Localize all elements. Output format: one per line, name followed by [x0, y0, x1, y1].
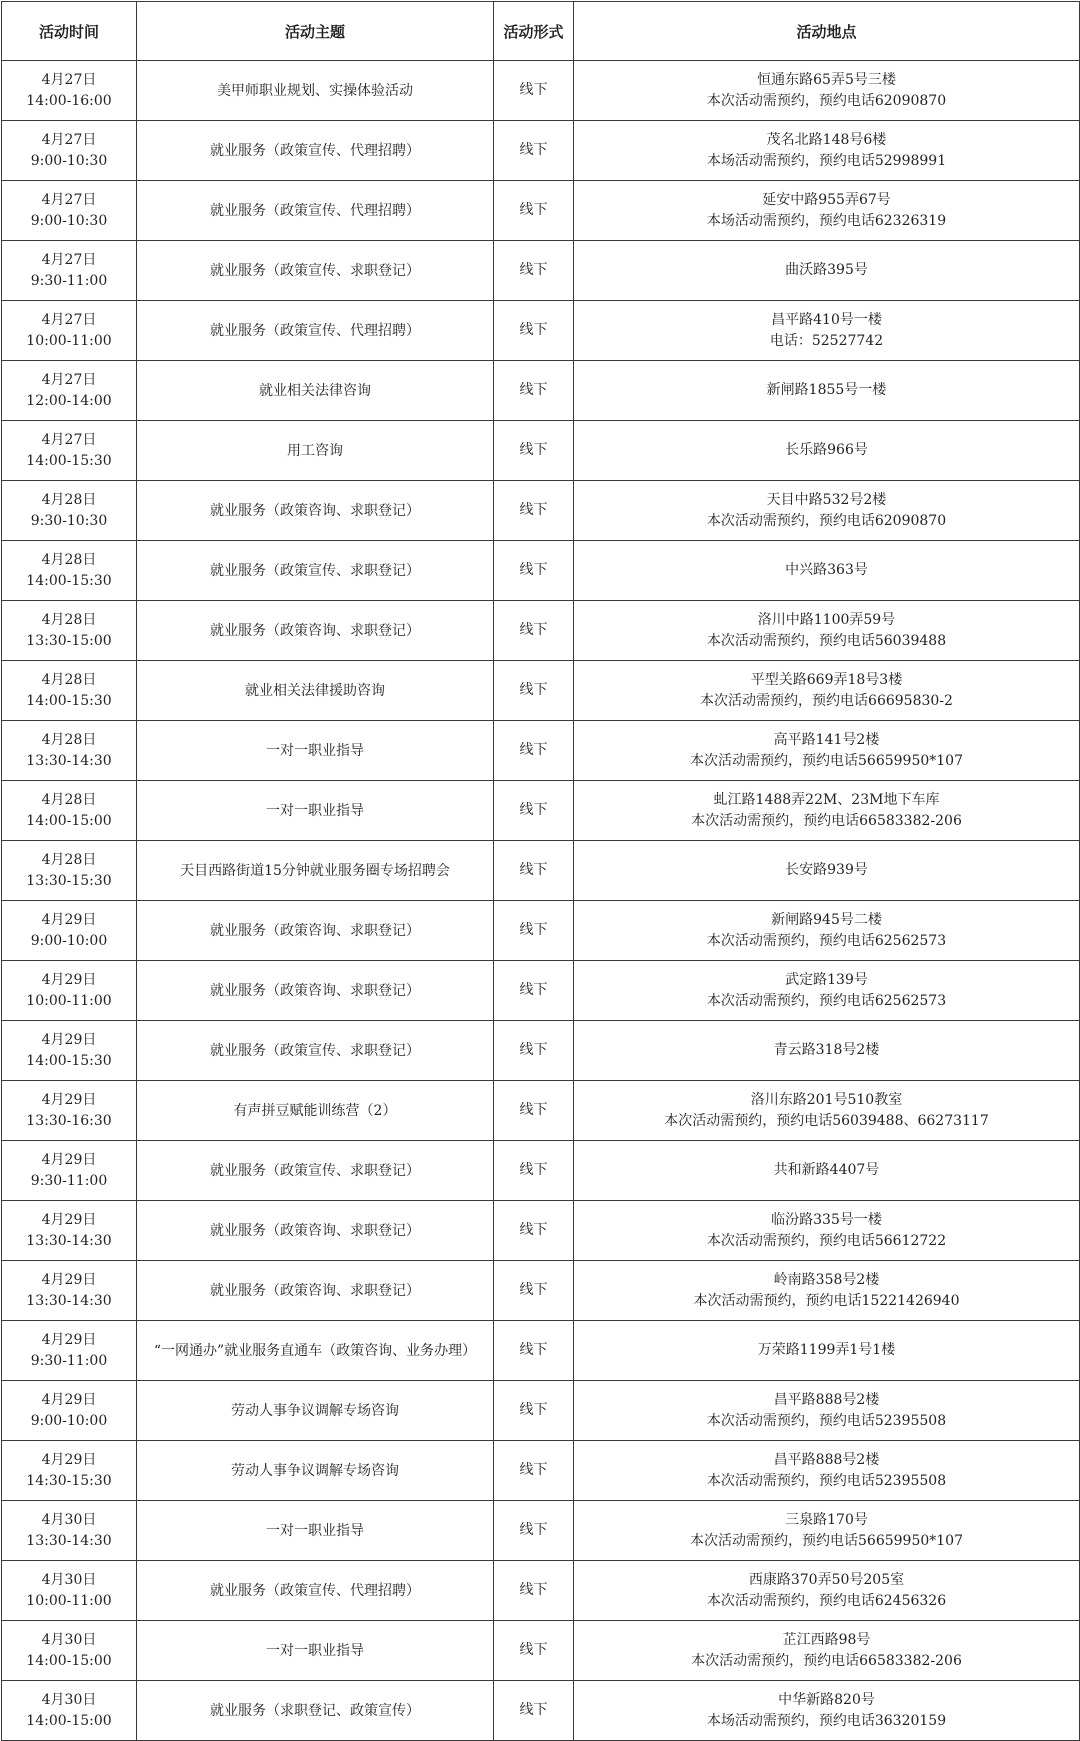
- cell-time: [2, 541, 137, 601]
- table-row: [2, 1021, 1080, 1081]
- activity-address: 曲沃路395号: [785, 262, 868, 278]
- activity-booking-note: 本次活动需预约，预约电话62562573: [706, 992, 947, 1009]
- activity-topic: 劳动人事争议调解专场咨询: [231, 1462, 399, 1479]
- activity-time-range: 14:00-16:00: [26, 92, 112, 109]
- activity-date: 4月27日: [41, 431, 97, 448]
- cell-form: 线下: [494, 1201, 574, 1261]
- activity-topic: 就业服务（求职登记、政策宣传）: [210, 1702, 420, 1719]
- cell-form: 线下: [494, 1681, 574, 1741]
- cell-place: [574, 121, 1080, 181]
- activity-address: 洛川东路201号510教室: [750, 1091, 903, 1108]
- cell-place: [574, 481, 1080, 541]
- cell-topic: [137, 1621, 494, 1681]
- cell-time: [2, 961, 137, 1021]
- cell-topic: [137, 1261, 494, 1321]
- activity-address: 武定路139号: [785, 971, 868, 988]
- cell-time: [2, 61, 137, 121]
- activity-address: 新闸路1855号一楼: [766, 382, 887, 398]
- activity-booking-note: 本次活动需预约，预约电话66583382-206: [691, 812, 962, 829]
- activity-booking-note: 本次活动需预约，预约电话56039488、66273117: [664, 1112, 989, 1129]
- table-header: [2, 2, 1080, 61]
- cell-place: [574, 541, 1080, 601]
- activity-time-range: 14:30-15:30: [26, 1472, 112, 1489]
- activity-topic: 就业服务（政策宣传、求职登记）: [210, 262, 420, 279]
- activity-topic: 有声拼豆赋能训练营（2）: [233, 1102, 397, 1119]
- table-body: [2, 61, 1080, 1741]
- table-row: [2, 1201, 1080, 1261]
- activity-time-range: 14:00-15:00: [26, 812, 112, 829]
- cell-form: 线下: [494, 1141, 574, 1201]
- activity-time-range: 9:30-11:00: [30, 1172, 108, 1189]
- activity-schedule-table: [1, 1, 1080, 1741]
- activity-address: 平型关路669弄18号3楼: [750, 671, 903, 688]
- activity-booking-note: 本次活动需预约，预约电话66695830-2: [700, 692, 953, 709]
- cell-form: 线下: [494, 1321, 574, 1381]
- activity-booking-note: 本次活动需预约，预约电话56039488: [706, 632, 947, 649]
- activity-time-range: 10:00-11:00: [26, 992, 112, 1009]
- activity-time-range: 14:00-15:30: [26, 452, 112, 469]
- table-row: [2, 1381, 1080, 1441]
- cell-topic: [137, 1561, 494, 1621]
- activity-time-range: 13:30-15:30: [26, 872, 112, 889]
- activity-address: 西康路370弄50号205室: [748, 1571, 905, 1588]
- activity-time-range: 9:00-10:30: [30, 152, 108, 169]
- cell-place: [574, 421, 1080, 481]
- activity-address: 三泉路170号: [785, 1511, 868, 1528]
- cell-form: 线下: [494, 841, 574, 901]
- table-row: [2, 1561, 1080, 1621]
- cell-form: 线下: [494, 241, 574, 301]
- activity-date: 4月30日: [41, 1511, 97, 1528]
- activity-booking-note: 本次活动需预约，预约电话56659950*107: [690, 1532, 963, 1549]
- cell-form: 线下: [494, 61, 574, 121]
- activity-topic: 就业服务（政策宣传、代理招聘）: [210, 202, 420, 219]
- table-row: [2, 61, 1080, 121]
- cell-time: [2, 301, 137, 361]
- cell-topic: [137, 1501, 494, 1561]
- cell-place: [574, 1261, 1080, 1321]
- cell-place: [574, 1321, 1080, 1381]
- activity-booking-note: 本场活动需预约，预约电话36320159: [706, 1712, 947, 1729]
- activity-time-range: 9:00-10:00: [30, 1412, 108, 1429]
- activity-topic: 就业服务（政策咨询、求职登记）: [210, 922, 420, 939]
- cell-place: [574, 1081, 1080, 1141]
- activity-date: 4月30日: [41, 1691, 97, 1708]
- cell-place: [574, 361, 1080, 421]
- cell-topic: [137, 421, 494, 481]
- cell-time: [2, 601, 137, 661]
- activity-topic: 就业服务（政策宣传、代理招聘）: [210, 322, 420, 339]
- cell-time: [2, 1321, 137, 1381]
- table-row: [2, 241, 1080, 301]
- cell-time: [2, 1561, 137, 1621]
- activity-booking-note: 本场活动需预约，预约电话62326319: [706, 212, 947, 229]
- activity-address: 高平路141号2楼: [773, 731, 880, 748]
- cell-place: [574, 241, 1080, 301]
- cell-topic: [137, 1381, 494, 1441]
- activity-topic: 劳动人事争议调解专场咨询: [231, 1402, 399, 1419]
- cell-form: 线下: [494, 541, 574, 601]
- cell-topic: [137, 841, 494, 901]
- table-row: [2, 181, 1080, 241]
- activity-topic: 就业服务（政策宣传、求职登记）: [210, 1162, 420, 1179]
- activity-topic: “一网通办”就业服务直通车（政策咨询、业务办理）: [153, 1342, 477, 1359]
- cell-place: [574, 781, 1080, 841]
- table-row: [2, 1441, 1080, 1501]
- cell-form: 线下: [494, 421, 574, 481]
- activity-time-range: 14:00-15:00: [26, 1652, 112, 1669]
- activity-booking-note: 本次活动需预约，预约电话66583382-206: [691, 1652, 962, 1669]
- activity-date: 4月28日: [41, 851, 97, 868]
- cell-form: 线下: [494, 961, 574, 1021]
- cell-form: 线下: [494, 481, 574, 541]
- cell-form: 线下: [494, 1441, 574, 1501]
- activity-date: 4月29日: [41, 1451, 97, 1468]
- cell-place: [574, 841, 1080, 901]
- cell-place: [574, 661, 1080, 721]
- activity-date: 4月28日: [41, 611, 97, 628]
- cell-place: [574, 601, 1080, 661]
- cell-place: [574, 1381, 1080, 1441]
- activity-address: 临汾路335号一楼: [771, 1211, 882, 1228]
- table-row: [2, 661, 1080, 721]
- activity-address: 新闸路945号二楼: [771, 911, 882, 928]
- cell-topic: [137, 1681, 494, 1741]
- activity-date: 4月27日: [41, 191, 97, 208]
- cell-topic: [137, 181, 494, 241]
- activity-topic: 一对一职业指导: [266, 1522, 364, 1539]
- cell-time: [2, 1621, 137, 1681]
- cell-place: [574, 1141, 1080, 1201]
- cell-time: [2, 1201, 137, 1261]
- activity-date: 4月28日: [41, 491, 97, 508]
- activity-topic: 美甲师职业规划、实操体验活动: [217, 82, 413, 99]
- table-row: [2, 1081, 1080, 1141]
- table-row: [2, 841, 1080, 901]
- cell-topic: [137, 1081, 494, 1141]
- cell-form: 线下: [494, 661, 574, 721]
- cell-form: 线下: [494, 1621, 574, 1681]
- activity-address: 中兴路363号: [785, 562, 868, 578]
- activity-date: 4月30日: [41, 1631, 97, 1648]
- cell-place: [574, 181, 1080, 241]
- cell-place: [574, 301, 1080, 361]
- activity-time-range: 13:30-14:30: [26, 1292, 112, 1309]
- cell-place: [574, 1441, 1080, 1501]
- activity-topic: 就业服务（政策咨询、求职登记）: [210, 982, 420, 999]
- activity-date: 4月29日: [41, 1151, 97, 1168]
- cell-place: [574, 1561, 1080, 1621]
- activity-address: 天目中路532号2楼: [766, 491, 887, 508]
- activity-topic: 就业服务（政策宣传、求职登记）: [210, 1042, 420, 1059]
- cell-form: 线下: [494, 121, 574, 181]
- cell-place: [574, 961, 1080, 1021]
- cell-time: [2, 1141, 137, 1201]
- table-row: [2, 1681, 1080, 1741]
- cell-topic: [137, 781, 494, 841]
- cell-form: 线下: [494, 1501, 574, 1561]
- cell-form: 线下: [494, 361, 574, 421]
- table-row: [2, 721, 1080, 781]
- activity-address: 万荣路1199弄1号1楼: [757, 1342, 896, 1358]
- activity-address: 芷江西路98号: [782, 1631, 871, 1648]
- activity-time-range: 13:30-15:00: [26, 632, 112, 649]
- activity-time-range: 10:00-11:00: [26, 1592, 112, 1609]
- activity-topic: 一对一职业指导: [266, 1642, 364, 1659]
- cell-topic: [137, 61, 494, 121]
- activity-time-range: 9:00-10:30: [30, 212, 108, 229]
- activity-address: 昌平路410号一楼: [771, 311, 882, 328]
- cell-form: 线下: [494, 1081, 574, 1141]
- activity-address: 岭南路358号2楼: [773, 1271, 880, 1288]
- cell-time: [2, 1501, 137, 1561]
- table-row: [2, 361, 1080, 421]
- cell-topic: [137, 961, 494, 1021]
- activity-topic: 就业服务（政策咨询、求职登记）: [210, 622, 420, 639]
- cell-place: [574, 1501, 1080, 1561]
- cell-time: [2, 241, 137, 301]
- activity-booking-note: 本次活动需预约，预约电话15221426940: [693, 1292, 960, 1309]
- activity-topic: 就业服务（政策宣传、求职登记）: [210, 562, 420, 579]
- table-row: [2, 421, 1080, 481]
- cell-time: [2, 1081, 137, 1141]
- activity-date: 4月29日: [41, 1271, 97, 1288]
- cell-topic: [137, 901, 494, 961]
- activity-topic: 就业服务（政策咨询、求职登记）: [210, 1282, 420, 1299]
- cell-time: [2, 1681, 137, 1741]
- activity-time-range: 9:30-11:00: [30, 1352, 108, 1369]
- activity-date: 4月28日: [41, 671, 97, 688]
- activity-topic: 就业相关法律咨询: [259, 382, 371, 399]
- activity-date: 4月29日: [41, 1391, 97, 1408]
- cell-time: [2, 1261, 137, 1321]
- activity-booking-note: 本次活动需预约，预约电话62456326: [706, 1592, 947, 1609]
- cell-place: [574, 901, 1080, 961]
- cell-topic: [137, 361, 494, 421]
- activity-address: 长乐路966号: [785, 442, 868, 458]
- table-row: [2, 601, 1080, 661]
- activity-booking-note: 本场活动需预约，预约电话52998991: [706, 152, 947, 169]
- cell-time: [2, 181, 137, 241]
- activity-address: 茂名北路148号6楼: [766, 131, 887, 148]
- cell-topic: [137, 301, 494, 361]
- activity-time-range: 9:30-11:00: [30, 272, 108, 289]
- table-row: [2, 1261, 1080, 1321]
- activity-booking-note: 本次活动需预约，预约电话56659950*107: [690, 752, 963, 769]
- activity-address: 虬江路1488弄22M、23M地下车库: [713, 791, 940, 808]
- activity-booking-note: 本次活动需预约，预约电话52395508: [706, 1412, 947, 1429]
- activity-booking-note: 本次活动需预约，预约电话62090870: [706, 92, 947, 109]
- cell-time: [2, 721, 137, 781]
- table-row: [2, 781, 1080, 841]
- cell-form: 线下: [494, 1381, 574, 1441]
- cell-topic: [137, 721, 494, 781]
- activity-time-range: 13:30-16:30: [26, 1112, 112, 1129]
- activity-date: 4月27日: [41, 311, 97, 328]
- table-row: [2, 1321, 1080, 1381]
- cell-place: [574, 1021, 1080, 1081]
- activity-address: 延安中路955弄67号: [762, 191, 891, 208]
- activity-time-range: 13:30-14:30: [26, 1232, 112, 1249]
- cell-form: 线下: [494, 1021, 574, 1081]
- activity-time-range: 14:00-15:30: [26, 572, 112, 589]
- activity-topic: 就业服务（政策咨询、求职登记）: [210, 502, 420, 519]
- activity-topic: 就业服务（政策宣传、代理招聘）: [210, 1582, 420, 1599]
- cell-place: [574, 1621, 1080, 1681]
- table-row: [2, 541, 1080, 601]
- table-row: [2, 121, 1080, 181]
- cell-topic: [137, 481, 494, 541]
- cell-time: [2, 421, 137, 481]
- activity-date: 4月27日: [41, 251, 97, 268]
- activity-time-range: 14:00-15:30: [26, 1052, 112, 1069]
- activity-address: 青云路318号2楼: [773, 1042, 880, 1058]
- cell-form: 线下: [494, 1261, 574, 1321]
- header-time: 活动时间: [2, 2, 137, 61]
- activity-date: 4月29日: [41, 1091, 97, 1108]
- activity-address: 昌平路888号2楼: [773, 1451, 880, 1468]
- activity-topic: 就业服务（政策宣传、代理招聘）: [210, 142, 420, 159]
- activity-date: 4月28日: [41, 551, 97, 568]
- cell-time: [2, 901, 137, 961]
- table-row: [2, 1141, 1080, 1201]
- cell-topic: [137, 1441, 494, 1501]
- cell-topic: [137, 661, 494, 721]
- table-row: [2, 961, 1080, 1021]
- activity-date: 4月27日: [41, 71, 97, 88]
- activity-topic: 一对一职业指导: [266, 802, 364, 819]
- activity-address: 昌平路888号2楼: [773, 1391, 880, 1408]
- cell-time: [2, 1441, 137, 1501]
- activity-booking-note: 本次活动需预约，预约电话62090870: [706, 512, 947, 529]
- cell-form: 线下: [494, 181, 574, 241]
- cell-form: 线下: [494, 601, 574, 661]
- cell-topic: [137, 541, 494, 601]
- cell-form: 线下: [494, 301, 574, 361]
- activity-topic: 一对一职业指导: [266, 742, 364, 759]
- activity-topic: 天目西路街道15分钟就业服务圈专场招聘会: [180, 862, 450, 879]
- cell-topic: [137, 241, 494, 301]
- header-form: 活动形式: [494, 2, 574, 61]
- activity-time-range: 13:30-14:30: [26, 1532, 112, 1549]
- cell-time: [2, 781, 137, 841]
- table-row: [2, 481, 1080, 541]
- activity-date: 4月28日: [41, 791, 97, 808]
- cell-time: [2, 481, 137, 541]
- cell-form: 线下: [494, 901, 574, 961]
- activity-booking-note: 电话：52527742: [769, 332, 884, 349]
- cell-place: [574, 721, 1080, 781]
- activity-date: 4月28日: [41, 731, 97, 748]
- activity-time-range: 9:00-10:00: [30, 932, 108, 949]
- header-topic: 活动主题: [137, 2, 494, 61]
- activity-date: 4月29日: [41, 1031, 97, 1048]
- cell-topic: [137, 1201, 494, 1261]
- activity-date: 4月30日: [41, 1571, 97, 1588]
- activity-time-range: 9:30-10:30: [30, 512, 108, 529]
- cell-time: [2, 661, 137, 721]
- cell-place: [574, 1681, 1080, 1741]
- activity-date: 4月29日: [41, 971, 97, 988]
- cell-topic: [137, 121, 494, 181]
- activity-date: 4月29日: [41, 1211, 97, 1228]
- cell-place: [574, 61, 1080, 121]
- cell-time: [2, 361, 137, 421]
- table-row: [2, 1501, 1080, 1561]
- activity-topic: 就业相关法律援助咨询: [245, 682, 385, 699]
- activity-time-range: 10:00-11:00: [26, 332, 112, 349]
- activity-date: 4月29日: [41, 911, 97, 928]
- activity-address: 恒通东路65弄5号三楼: [757, 71, 896, 88]
- cell-topic: [137, 1141, 494, 1201]
- cell-topic: [137, 1021, 494, 1081]
- cell-time: [2, 1021, 137, 1081]
- activity-booking-note: 本次活动需预约，预约电话62562573: [706, 932, 947, 949]
- activity-time-range: 14:00-15:30: [26, 692, 112, 709]
- table-row: [2, 301, 1080, 361]
- activity-date: 4月27日: [41, 131, 97, 148]
- cell-form: 线下: [494, 1561, 574, 1621]
- activity-address: 中华新路820号: [778, 1691, 875, 1708]
- cell-time: [2, 121, 137, 181]
- activity-address: 共和新路4407号: [773, 1162, 880, 1178]
- activity-booking-note: 本次活动需预约，预约电话52395508: [706, 1472, 947, 1489]
- activity-topic: 用工咨询: [287, 442, 343, 459]
- activity-address: 洛川中路1100弄59号: [757, 611, 896, 628]
- cell-place: [574, 1201, 1080, 1261]
- activity-booking-note: 本次活动需预约，预约电话56612722: [706, 1232, 947, 1249]
- cell-topic: [137, 601, 494, 661]
- cell-time: [2, 1381, 137, 1441]
- activity-topic: 就业服务（政策咨询、求职登记）: [210, 1222, 420, 1239]
- header-row: [2, 2, 1080, 61]
- activity-time-range: 14:00-15:00: [26, 1712, 112, 1729]
- cell-time: [2, 841, 137, 901]
- activity-time-range: 13:30-14:30: [26, 752, 112, 769]
- activity-date: 4月27日: [41, 371, 97, 388]
- cell-form: 线下: [494, 721, 574, 781]
- cell-topic: [137, 1321, 494, 1381]
- table-row: [2, 901, 1080, 961]
- header-place: 活动地点: [574, 2, 1080, 61]
- activity-address: 长安路939号: [785, 862, 868, 878]
- activity-time-range: 12:00-14:00: [26, 392, 112, 409]
- table-row: [2, 1621, 1080, 1681]
- activity-date: 4月29日: [41, 1331, 97, 1348]
- cell-form: 线下: [494, 781, 574, 841]
